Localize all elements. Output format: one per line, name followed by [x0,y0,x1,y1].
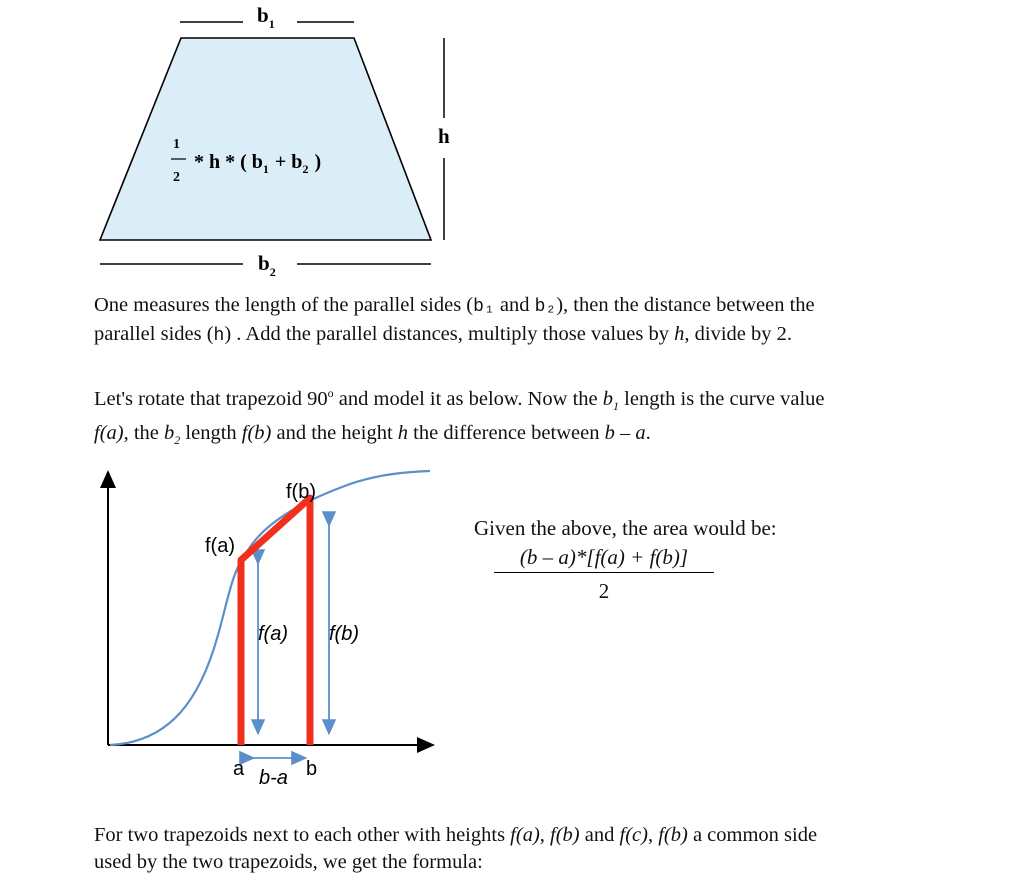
b1-label: $b_1$ [257,3,275,31]
h-label: h [438,124,450,148]
b-label: b [306,758,318,780]
formula-numerator: (b – a)*[f(a) + f(b)] [494,545,714,573]
paragraph-2: Let's rotate that trapezoid 90$^o$ and model it as below. Now the $b_1$ length is the curve value f(a), the $b_2$ length f(b) and the height h the difference between b – a. [94,386,825,448]
b2-label: $b_2$ [258,251,276,279]
formula-denominator: 2 [598,579,610,603]
frac-den: 2 [173,170,180,185]
s-curve [110,471,430,745]
paragraph-1: One measures the length of the parallel sides (b₁ and b₂), then the distance between the parallel sides (h) . Add the parallel distances, multiply those values by h, divide by 2. [94,294,815,346]
fa-label: f(a) [205,535,235,557]
paragraph-3: For two trapezoids next to each other with heights f(a), f(b) and f(c), f(b) a common side used by the two trapezoids, we get the formula: [94,824,818,873]
given-text: Given the above, the area would be: [474,516,777,540]
trapezoid-diagram [0,0,1024,290]
fb-inner-label: f(b) [329,623,359,645]
formula-mid: * h * ( $b_1 + b_2$ ) [194,151,322,176]
curve-graph [0,460,460,800]
bma-label: b-a [259,767,288,789]
given-block [474,516,834,604]
a-label: a [233,758,245,780]
red-trapezoid [241,498,310,745]
fb-label: f(b) [286,481,316,503]
fa-inner-label: f(a) [258,623,288,645]
frac-num: 1 [173,137,180,152]
trapezoid-shape [100,38,431,240]
